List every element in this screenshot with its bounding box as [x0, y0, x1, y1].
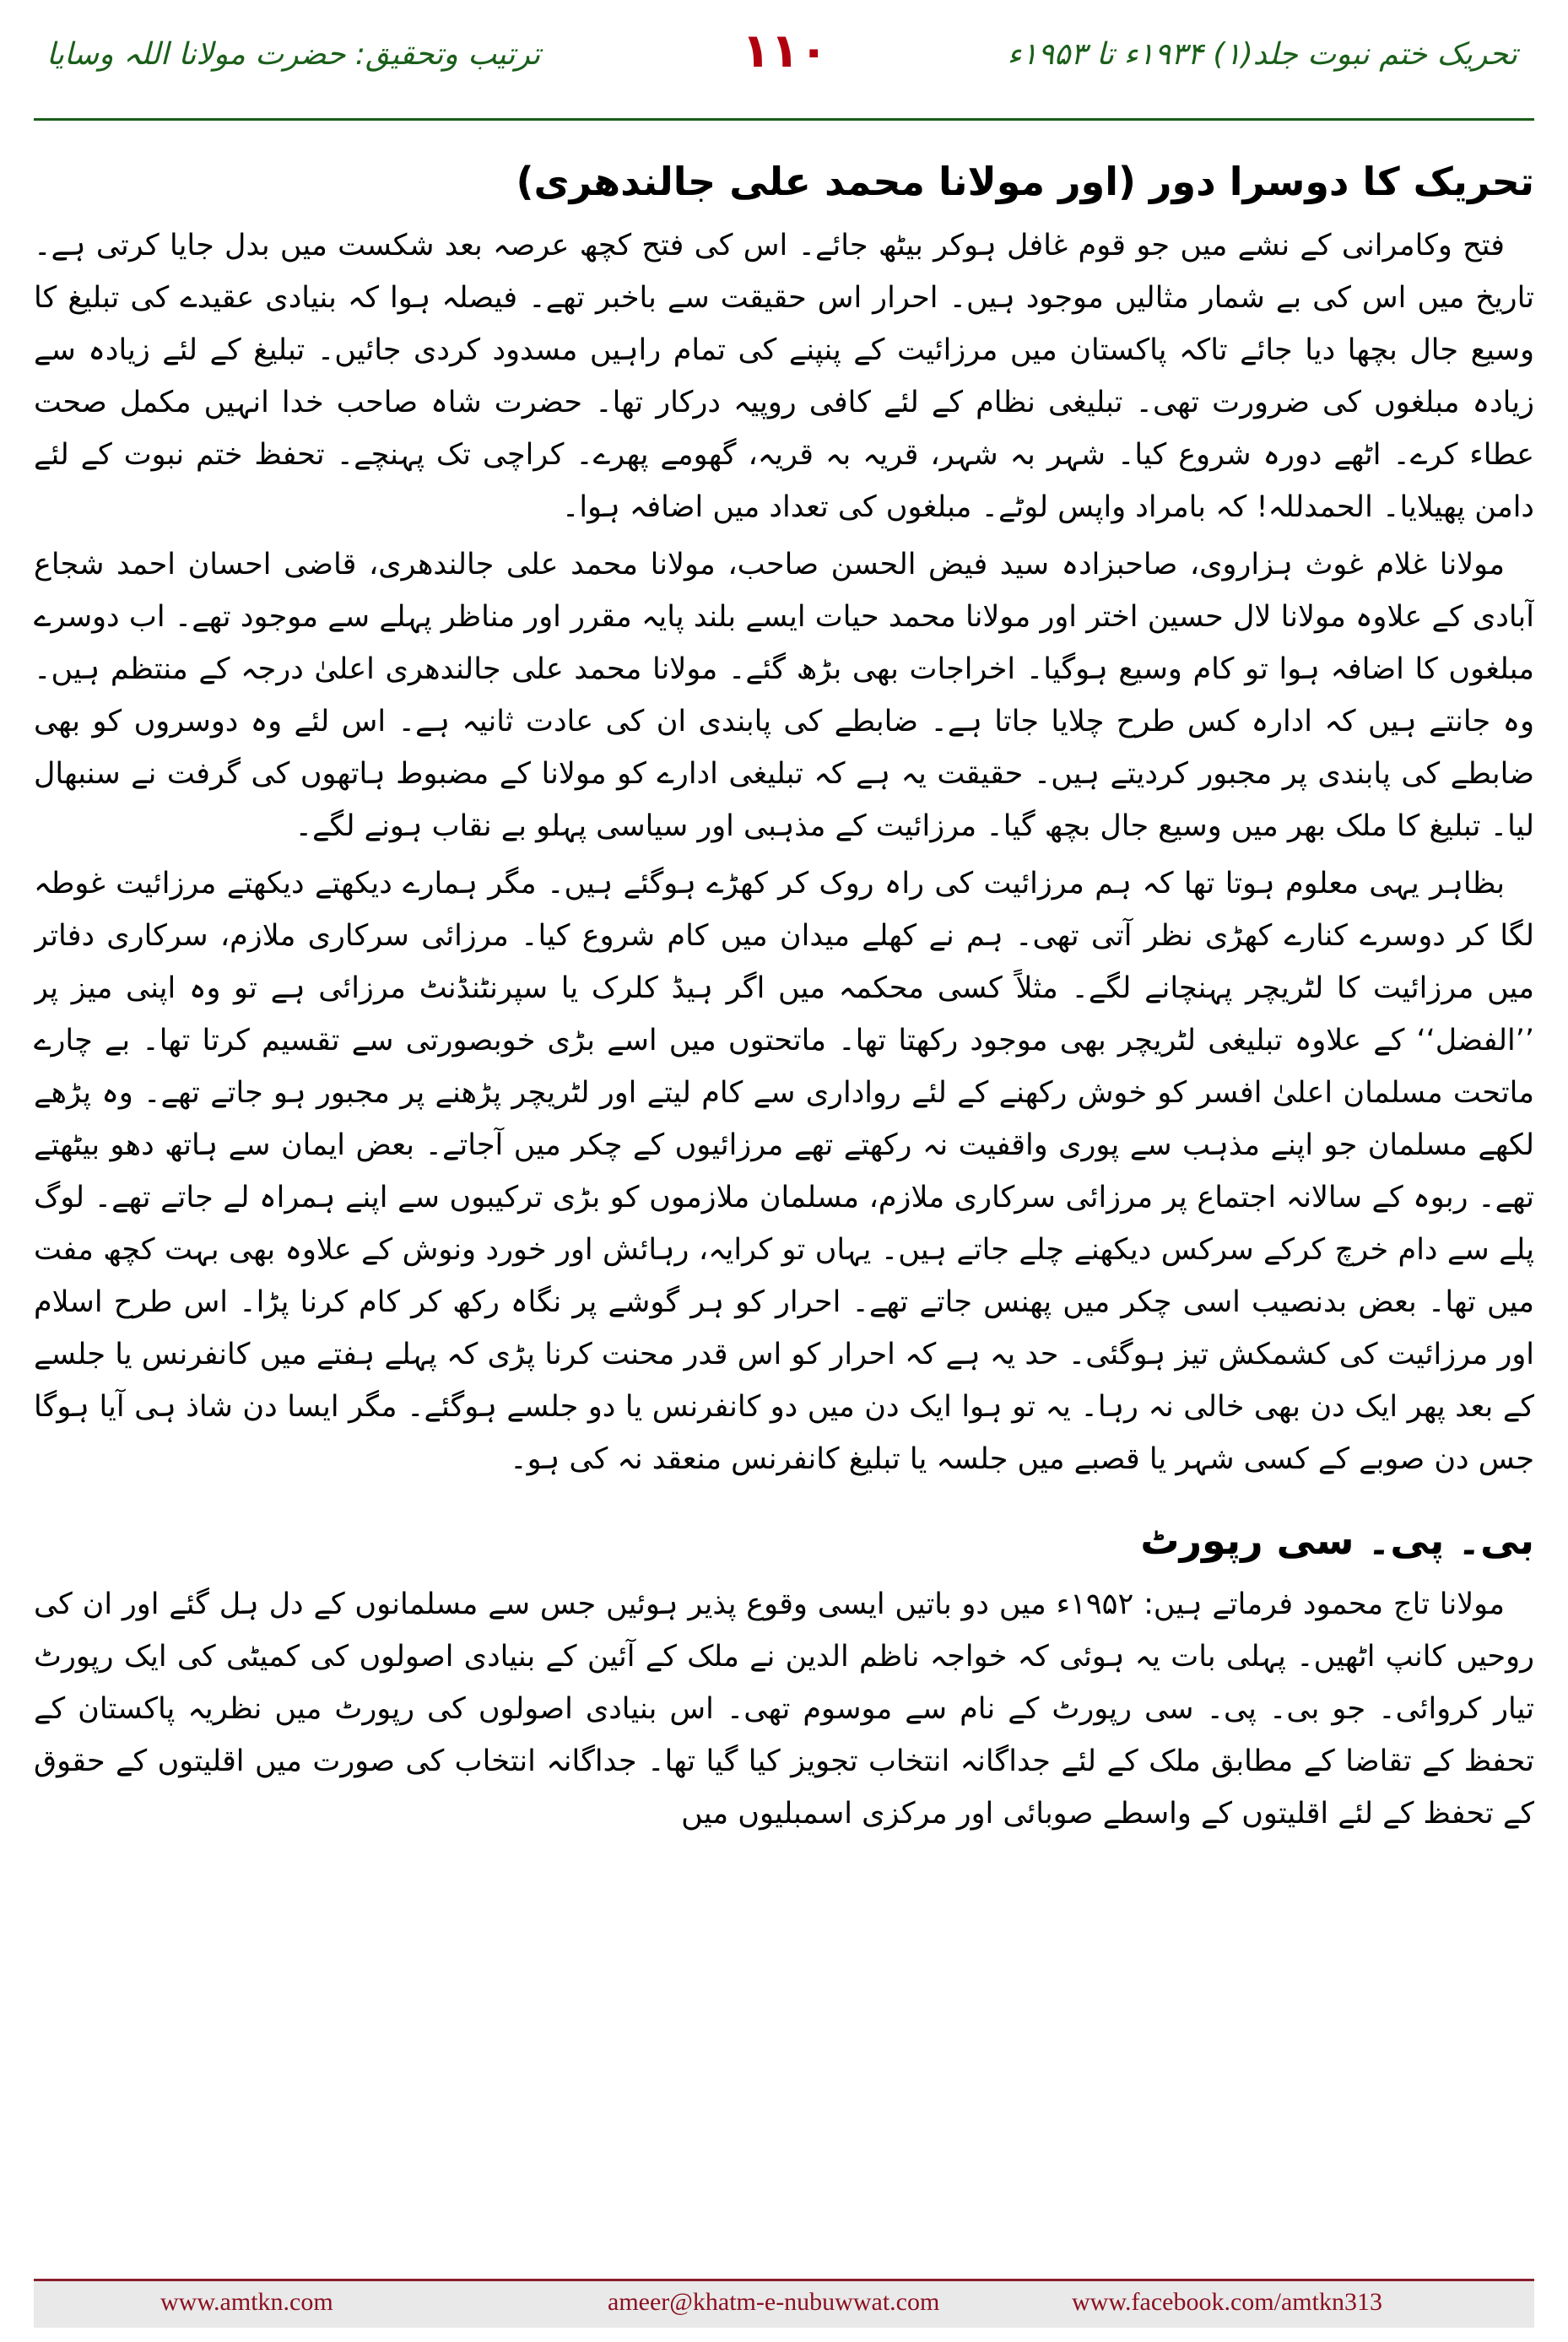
- footer-email-link[interactable]: ameer@khatm-e-nubuwwat.com: [608, 2288, 940, 2316]
- paragraph: فتح وکامرانی کے نشے میں جو قوم غافل ہوکر بیٹھ جائے۔ اس کی فتح کچھ عرصہ بعد شکست میں بدل جایا کرتی ہے۔ تاریخ میں اس کی بے شمار مثالیں موجود ہیں۔ احرار اس حقیقت سے باخبر تھے۔ فیصلہ ہوا کہ بنیادی عقیدے کی تبلیغ کا وسیع جال بچھا دیا جائے تاکہ پاکستان میں مرزائیت کے پنپنے کی تمام راہیں مسدود کردی جائیں۔ تبلیغ کے لئے زیادہ سے زیادہ مبلغوں کی ضرورت تھی۔ تبلیغی نظام کے لئے کافی روپیہ درکار تھا۔ حضرت شاہ صاحب خدا انہیں مکمل صحت عطاء کرے۔ اٹھے دورہ شروع کیا۔ شہر بہ شہر، قریہ بہ قریہ، گھومے پھرے۔ کراچی تک پہنچے۔ تحفظ ختم نبوت کے لئے دامن پھیلایا۔ الحمدللہ! کہ بامراد واپس لوٹے۔ مبلغوں کی تعداد میں اضافہ ہوا۔: [34, 229, 1534, 524]
- page-body: [34, 143, 1534, 2220]
- footer-website-link[interactable]: www.amtkn.com: [160, 2288, 333, 2316]
- paragraph: بظاہر یہی معلوم ہوتا تھا کہ ہم مرزائیت کی راہ روک کر کھڑے ہوگئے ہیں۔ مگر ہمارے دیکھتے دیکھتے مرزائیت غوطہ لگا کر دوسرے کنارے کھڑی نظر آتی تھی۔ ہم نے کھلے میدان میں کام شروع کیا۔ مرزائی سرکاری ملازم، سرکاری دفاتر میں مرزائیت کا لٹریچر پہنچانے لگے۔ مثلاً کسی محکمہ میں اگر ہیڈ کلرک یا سپرنٹنڈنٹ مرزائی ہے تو وہ اپنی میز پر ’’الفضل‘‘ کے علاوہ تبلیغی لٹریچر بھی موجود رکھتا تھا۔ ماتحتوں میں اسے بڑی خوبصورتی سے تقسیم کرتا تھا۔ بے چارے ماتحت مسلمان اعلیٰ افسر کو خوش رکھنے کے لئے رواداری سے کام لیتے اور لٹریچر پڑھنے پر مجبور ہو جاتے تھے۔ وہ پڑھے لکھے مسلمان جو اپنے مذہب سے پوری واقفیت نہ رکھتے تھے مرزائیوں کے چکر میں آجاتے۔ بعض ایمان سے ہاتھ دھو بیٹھتے تھے۔ ربوہ کے سالانہ اجتماع پر مرزائی سرکاری ملازم، مسلمان ملازموں کو بڑی ترکیبوں سے اپنے ہمراہ لے جاتے تھے۔ لوگ پلے سے دام خرچ کرکے سرکس دیکھنے چلے جاتے ہیں۔ یہاں تو کرایہ، رہائش اور خورد ونوش کے علاوہ بھی بہت کچھ مفت میں تھا۔ بعض بدنصیب اسی چکر میں پھنس جاتے تھے۔ احرار کو ہر گوشے پر نگاہ رکھ کر کام کرنا پڑا۔ اس طرح اسلام اور مرزائیت کی کشمکش تیز ہوگئی۔ حد یہ ہے کہ احرار کو اس قدر محنت کرنا پڑی کہ پہلے ہفتے میں کانفرنس یا جلسے کے بعد پھر ایک دن بھی خالی نہ رہا۔ یہ تو ہوا ایک دن میں دو کانفرنس یا دو جلسے ہوگئے۔ مگر ایسا دن شاذ ہی آیا ہوگا جس دن صوبے کے کسی شہر یا قصبے میں جلسہ یا تبلیغ کانفرنس منعقد نہ کی ہو۔: [34, 867, 1534, 1476]
- page-footer: [34, 2279, 1534, 2328]
- header-divider: [34, 118, 1534, 121]
- section-heading-bpc-report: بی۔ پی۔ سی رپورٹ: [1140, 1517, 1534, 1563]
- section-heading-second-phase: تحریک کا دوسرا دور (اور مولانا محمد علی جالندھری): [516, 159, 1534, 204]
- page-header: [0, 0, 1568, 139]
- header-book-title: تحریک ختم نبوت جلد(۱) ۱۹۳۴ء تا ۱۹۵۳ء: [1007, 37, 1517, 72]
- footer-facebook-link[interactable]: www.facebook.com/amtkn313: [1072, 2288, 1382, 2316]
- header-compiler-credit: ترتیب وتحقیق: حضرت مولانا اللہ وسایا: [46, 37, 541, 72]
- page-number: ۱۱۰: [741, 24, 829, 78]
- paragraph: مولانا غلام غوث ہزاروی، صاحبزادہ سید فیض الحسن صاحب، مولانا محمد علی جالندھری، قاضی احسان احمد شجاع آبادی کے علاوہ مولانا لال حسین اختر اور مولانا محمد حیات ایسے بلند پایہ مقرر اور مناظر پہلے سے موجود تھے۔ اب دوسرے مبلغوں کا اضافہ ہوا تو کام وسیع ہوگیا۔ اخراجات بھی بڑھ گئے۔ مولانا محمد علی جالندھری اعلیٰ درجہ کے منتظم ہیں۔ وہ جانتے ہیں کہ ادارہ کس طرح چلایا جاتا ہے۔ ضابطے کی پابندی ان کی عادت ثانیہ ہے۔ اس لئے وہ دوسروں کو بھی ضابطے کی پابندی پر مجبور کردیتے ہیں۔ حقیقت یہ ہے کہ تبلیغی ادارے کو مولانا کے مضبوط ہاتھوں کی گرفت نے سنبھال لیا۔ تبلیغ کا ملک بھر میں وسیع جال بچھ گیا۔ مرزائیت کے مذہبی اور سیاسی پہلو بے نقاب ہونے لگے۔: [34, 548, 1534, 843]
- paragraph: مولانا تاج محمود فرماتے ہیں: ۱۹۵۲ء میں دو باتیں ایسی وقوع پذیر ہوئیں جس سے مسلمانوں کے دل ہل گئے اور ان کی روحیں کانپ اٹھیں۔ پہلی بات یہ ہوئی کہ خواجہ ناظم الدین نے ملک کے آئین کے بنیادی اصولوں کی کمیٹی کی ایک رپورٹ تیار کروائی۔ جو بی۔ پی۔ سی رپورٹ کے نام سے موسوم تھی۔ اس بنیادی اصولوں کی رپورٹ میں نظریہ پاکستان کے تحفظ کے تقاضا کے مطابق ملک کے لئے جداگانہ انتخاب تجویز کیا گیا تھا۔ جداگانہ انتخاب کی صورت میں اقلیتوں کے حقوق کے تحفظ کے لئے اقلیتوں کے واسطے صوبائی اور مرکزی اسمبلیوں میں: [34, 1587, 1534, 1831]
